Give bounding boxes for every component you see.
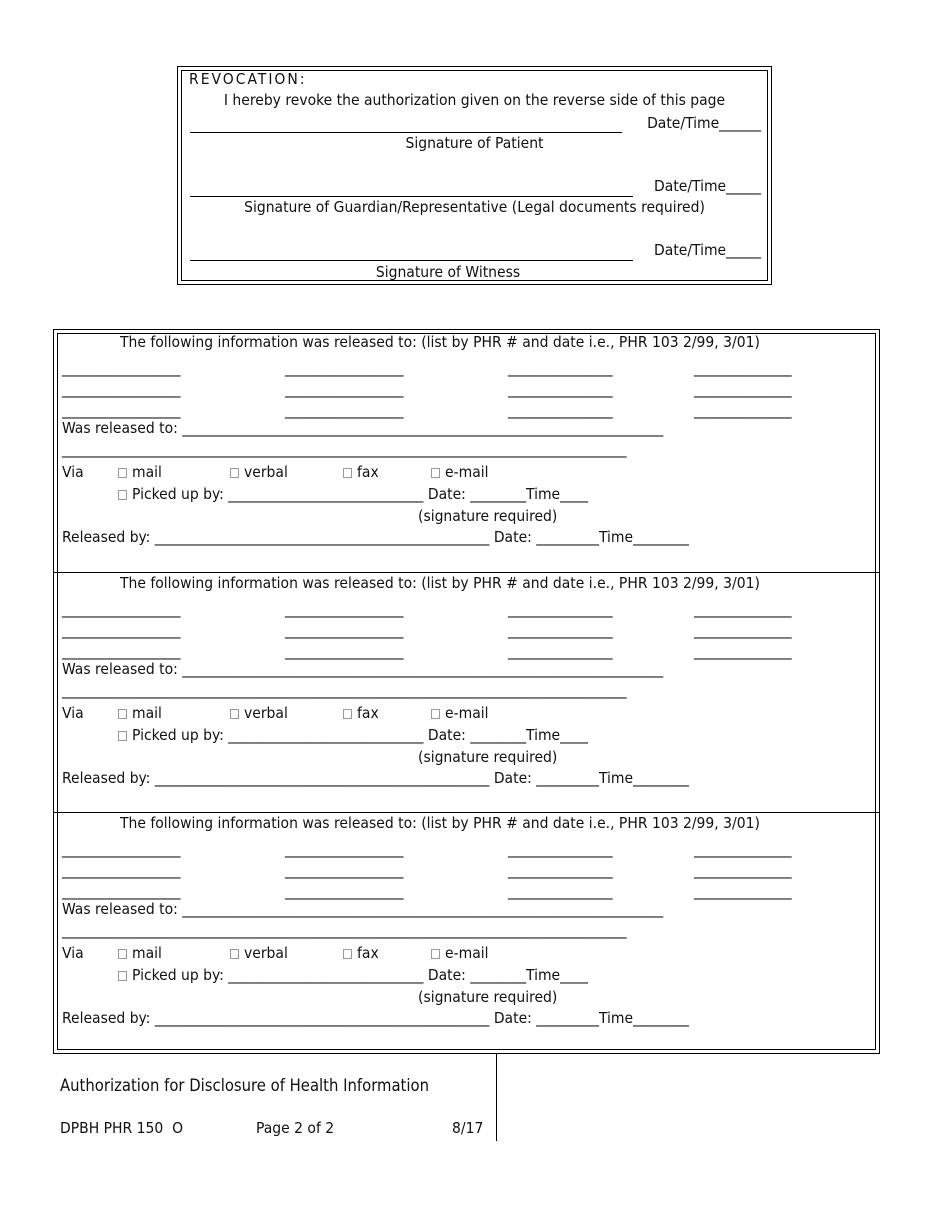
signature-required-note: (signature required) <box>418 507 558 525</box>
phr-blank[interactable]: ______________ <box>694 401 792 419</box>
via-fax-option[interactable] <box>343 946 379 962</box>
email-checkbox[interactable] <box>431 468 440 478</box>
form-id: DPBH PHR 150 O <box>60 1119 184 1137</box>
phr-blank[interactable]: _______________ <box>508 380 613 398</box>
witness-date-time[interactable]: Date/Time_____ <box>654 241 761 259</box>
via-option-label: mail <box>132 704 162 722</box>
released-by-field[interactable]: Released by: ________________________________________________ Date: _________Time________ <box>62 528 689 546</box>
phr-blank[interactable]: ______________ <box>694 600 792 618</box>
was-released-to-field[interactable]: Was released to: _____________________________________________________________________ <box>62 900 664 918</box>
via-option-label: e-mail <box>445 944 489 962</box>
signature-required-note: (signature required) <box>418 748 558 766</box>
phr-blank[interactable]: _______________ <box>508 359 613 377</box>
phr-blank[interactable]: _________________ <box>62 882 181 900</box>
revocation-statement: I hereby revoke the authorization given on the reverse side of this page <box>223 91 726 109</box>
via-label: Via <box>62 944 84 962</box>
phr-blank[interactable]: ______________ <box>694 380 792 398</box>
phr-blank[interactable]: _________________ <box>285 840 404 858</box>
picked-up-row[interactable] <box>118 968 588 984</box>
via-email-option[interactable] <box>431 706 489 722</box>
guardian-signature-caption: Signature of Guardian/Representative (Legal documents required) <box>244 198 705 216</box>
phr-blank[interactable]: _______________ <box>508 840 613 858</box>
verbal-checkbox[interactable] <box>230 709 239 719</box>
mail-checkbox[interactable] <box>118 709 127 719</box>
picked-up-field[interactable]: Picked up by: ____________________________ Date: ________Time____ <box>132 966 589 984</box>
patient-signature-line[interactable] <box>190 132 622 133</box>
release-record <box>0 570 950 810</box>
guardian-date-time[interactable]: Date/Time_____ <box>654 177 761 195</box>
revision-date: 8/17 <box>452 1119 484 1137</box>
picked-up-row[interactable] <box>118 487 588 503</box>
fax-checkbox[interactable] <box>343 709 352 719</box>
email-checkbox[interactable] <box>431 709 440 719</box>
phr-blank[interactable]: ______________ <box>694 861 792 879</box>
phr-blank[interactable]: _________________ <box>285 882 404 900</box>
phr-blank[interactable]: ______________ <box>694 882 792 900</box>
verbal-checkbox[interactable] <box>230 949 239 959</box>
was-released-to-field[interactable]: Was released to: _____________________________________________________________________ <box>62 660 664 678</box>
phr-blank[interactable]: ______________ <box>694 642 792 660</box>
via-option-label: verbal <box>244 704 288 722</box>
patient-signature-caption: Signature of Patient <box>405 134 544 152</box>
phr-blank[interactable]: _________________ <box>62 621 181 639</box>
phr-blank[interactable]: _________________ <box>285 621 404 639</box>
was-released-continuation[interactable]: _________________________________________________________________________________ <box>62 681 627 699</box>
phr-blank[interactable]: _________________ <box>62 359 181 377</box>
picked-up-checkbox[interactable] <box>118 971 127 981</box>
phr-blank[interactable]: _________________ <box>285 401 404 419</box>
via-fax-option[interactable] <box>343 706 379 722</box>
release-header: The following information was released to: (list by PHR # and date i.e., PHR 103 2/99, 3/01) <box>120 814 760 832</box>
via-option-label: verbal <box>244 944 288 962</box>
phr-blank[interactable]: _______________ <box>508 882 613 900</box>
phr-blank[interactable]: _________________ <box>62 600 181 618</box>
patient-date-time[interactable]: Date/Time______ <box>647 114 761 132</box>
release-record <box>0 810 950 1050</box>
phr-blank[interactable]: _________________ <box>62 840 181 858</box>
form-title: Authorization for Disclosure of Health Information <box>60 1076 429 1095</box>
page-number: Page 2 of 2 <box>256 1119 335 1137</box>
footer-divider <box>496 1053 497 1141</box>
phr-blank[interactable]: _________________ <box>285 642 404 660</box>
via-mail-option[interactable] <box>118 706 162 722</box>
via-email-option[interactable] <box>431 465 489 481</box>
released-by-field[interactable]: Released by: ________________________________________________ Date: _________Time________ <box>62 1009 689 1027</box>
phr-blank[interactable]: _________________ <box>62 401 181 419</box>
phr-blank[interactable]: _________________ <box>62 642 181 660</box>
released-by-field[interactable]: Released by: ________________________________________________ Date: _________Time________ <box>62 769 689 787</box>
witness-signature-caption: Signature of Witness <box>375 263 521 281</box>
phr-blank[interactable]: _________________ <box>285 380 404 398</box>
via-option-label: mail <box>132 944 162 962</box>
release-header: The following information was released to: (list by PHR # and date i.e., PHR 103 2/99, 3/01) <box>120 574 760 592</box>
picked-up-field[interactable]: Picked up by: ____________________________ Date: ________Time____ <box>132 485 589 503</box>
mail-checkbox[interactable] <box>118 468 127 478</box>
phr-blank[interactable]: ______________ <box>694 840 792 858</box>
via-label: Via <box>62 704 84 722</box>
revocation-box <box>177 66 772 285</box>
was-released-to-field[interactable]: Was released to: _____________________________________________________________________ <box>62 419 664 437</box>
phr-blank[interactable]: _______________ <box>508 861 613 879</box>
was-released-continuation[interactable]: _________________________________________________________________________________ <box>62 921 627 939</box>
phr-blank[interactable]: _________________ <box>62 380 181 398</box>
picked-up-row[interactable] <box>118 728 588 744</box>
phr-blank[interactable]: ______________ <box>694 621 792 639</box>
phr-blank[interactable]: _______________ <box>508 621 613 639</box>
via-option-label: mail <box>132 463 162 481</box>
witness-signature-line[interactable] <box>190 260 633 261</box>
via-fax-option[interactable] <box>343 465 379 481</box>
phr-blank[interactable]: _________________ <box>285 600 404 618</box>
via-label: Via <box>62 463 84 481</box>
via-option-label: fax <box>357 944 379 962</box>
release-header: The following information was released to: (list by PHR # and date i.e., PHR 103 2/99, 3/01) <box>120 333 760 351</box>
mail-checkbox[interactable] <box>118 949 127 959</box>
picked-up-field[interactable]: Picked up by: ____________________________ Date: ________Time____ <box>132 726 589 744</box>
via-mail-option[interactable] <box>118 946 162 962</box>
phr-blank[interactable]: _______________ <box>508 401 613 419</box>
via-option-label: e-mail <box>445 704 489 722</box>
via-verbal-option[interactable] <box>230 706 288 722</box>
verbal-checkbox[interactable] <box>230 468 239 478</box>
picked-up-checkbox[interactable] <box>118 731 127 741</box>
via-verbal-option[interactable] <box>230 465 288 481</box>
fax-checkbox[interactable] <box>343 468 352 478</box>
phr-blank[interactable]: _________________ <box>285 861 404 879</box>
phr-blank[interactable]: _________________ <box>285 359 404 377</box>
phr-blank[interactable]: _______________ <box>508 600 613 618</box>
signature-required-note: (signature required) <box>418 988 558 1006</box>
phr-blank[interactable]: ______________ <box>694 359 792 377</box>
via-mail-option[interactable] <box>118 465 162 481</box>
via-option-label: e-mail <box>445 463 489 481</box>
via-option-label: fax <box>357 704 379 722</box>
was-released-continuation[interactable]: _________________________________________________________________________________ <box>62 440 627 458</box>
release-record <box>0 329 950 569</box>
phr-blank[interactable]: _________________ <box>62 861 181 879</box>
via-email-option[interactable] <box>431 946 489 962</box>
via-option-label: verbal <box>244 463 288 481</box>
fax-checkbox[interactable] <box>343 949 352 959</box>
picked-up-checkbox[interactable] <box>118 490 127 500</box>
via-verbal-option[interactable] <box>230 946 288 962</box>
email-checkbox[interactable] <box>431 949 440 959</box>
phr-blank[interactable]: _______________ <box>508 642 613 660</box>
via-option-label: fax <box>357 463 379 481</box>
revocation-heading: REVOCATION: <box>189 70 307 88</box>
guardian-signature-line[interactable] <box>190 196 633 197</box>
